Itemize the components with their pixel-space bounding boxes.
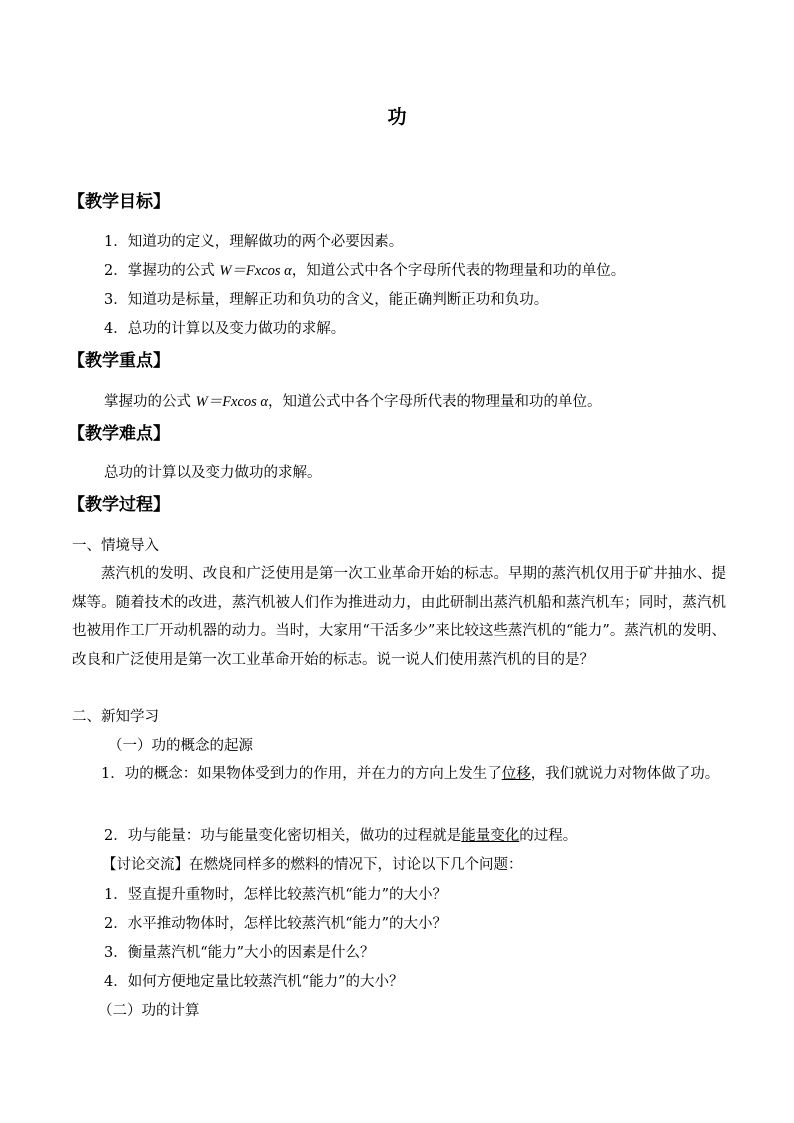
objective-item-2: 2．掌握功的公式 W＝Fxcos α，知道公式中各个字母所代表的物理量和功的单位。 bbox=[104, 263, 626, 279]
work-formula: W＝Fxcos α bbox=[219, 263, 292, 279]
difficult-points-heading: 【教学难点】 bbox=[68, 424, 170, 444]
underlined-energy-change: 能量变化 bbox=[461, 828, 520, 844]
section-2-title: 二、新知学习 bbox=[72, 709, 159, 725]
discussion-question: 4．如何方便地定量比较蒸汽机“能力”的大小？ bbox=[104, 974, 404, 990]
section-1-title: 一、情境导入 bbox=[72, 538, 159, 554]
objective-item-3: 3．知道功是标量，理解正功和负功的含义，能正确判断正功和负功。 bbox=[104, 292, 549, 308]
document-title: 功 bbox=[387, 106, 407, 128]
work-concept-paragraph: 1．功的概念：如果物体受到力的作用，并在力的方向上发生了位移，我们就说力对物体做了功。 bbox=[101, 766, 720, 782]
underlined-displacement: 位移 bbox=[501, 766, 531, 782]
key-points-heading: 【教学重点】 bbox=[68, 351, 170, 371]
difficult-points-text: 总功的计算以及变力做功的求解。 bbox=[104, 465, 322, 481]
work-energy-paragraph: 2．功与能量：功与能量变化密切相关，做功的过程就是能量变化的过程。 bbox=[104, 828, 578, 844]
objective-item-1: 1．知道功的定义，理解做功的两个必要因素。 bbox=[104, 234, 404, 250]
process-heading: 【教学过程】 bbox=[68, 495, 170, 515]
discussion-question: 2．水平推动物体时，怎样比较蒸汽机“能力”的大小？ bbox=[104, 916, 448, 932]
discussion-question: 3．衡量蒸汽机“能力”大小的因素是什么？ bbox=[104, 945, 375, 961]
work-formula: W＝Fxcos α bbox=[195, 394, 269, 410]
subsection-1-title: （一）功的概念的起源 bbox=[108, 738, 253, 754]
section-1-paragraph: 蒸汽机的发明、改良和广泛使用是第一次工业革命开始的标志。早期的蒸汽机仅用于矿井抽水、提煤等。随着技术的改进，蒸汽机被人们作为推进动力，由此研制出蒸汽机船和蒸汽机车；同时，蒸汽机也被用作工厂开动机器的动力。当时，大家用“干活多少”来比较这些蒸汽机的“能力”。蒸汽机的发明、改良和广泛使用是第一次工业革命开始的标志。说一说人们使用蒸汽机的目的是？ bbox=[72, 566, 726, 668]
discussion-intro: 【讨论交流】在燃烧同样多的燃料的情况下，讨论以下几个问题： bbox=[102, 857, 523, 873]
key-points-text: 掌握功的公式 W＝Fxcos α，知道公式中各个字母所代表的物理量和功的单位。 bbox=[104, 394, 602, 410]
subsection-2-title: （二）功的计算 bbox=[98, 1003, 200, 1019]
discussion-question: 1．竖直提升重物时，怎样比较蒸汽机“能力”的大小？ bbox=[104, 887, 448, 903]
objectives-heading: 【教学目标】 bbox=[68, 192, 170, 212]
objective-item-4: 4．总功的计算以及变力做功的求解。 bbox=[104, 321, 346, 337]
